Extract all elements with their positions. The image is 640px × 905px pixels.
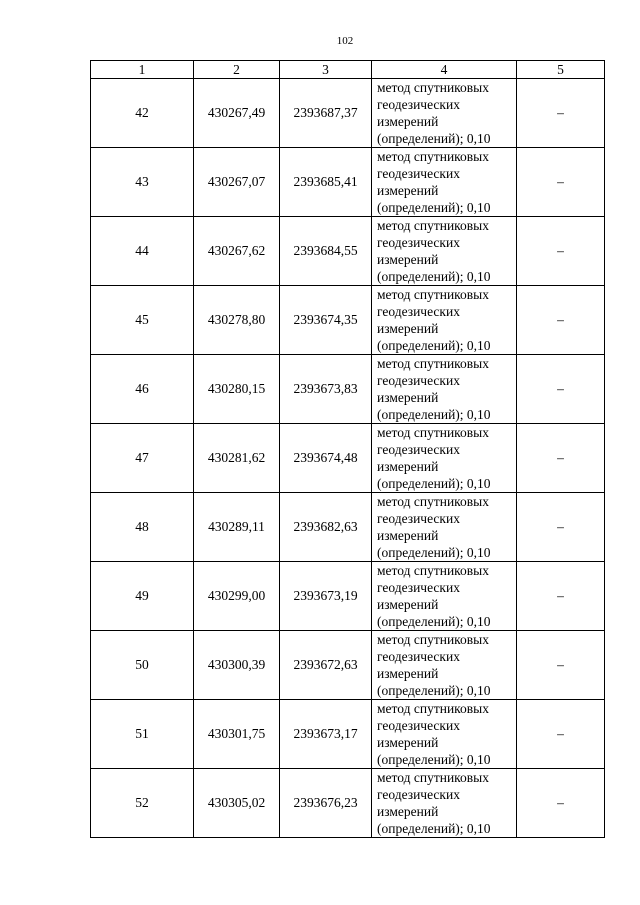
column-5-cell: – [517,493,605,562]
method-line: метод спутниковых [377,632,489,647]
point-number-cell: 49 [91,562,194,631]
x-coordinate-cell: 430267,62 [194,217,280,286]
point-number-cell: 51 [91,700,194,769]
method-line: (определений); 0,10 [377,131,491,146]
y-coordinate-cell: 2393676,23 [280,769,372,838]
method-cell [372,79,517,148]
method-line: (определений); 0,10 [377,338,491,353]
point-number-cell: 44 [91,217,194,286]
method-line: метод спутниковых [377,80,489,95]
method-line: геодезических [377,166,460,181]
table-row [91,493,605,562]
column-5-cell: – [517,79,605,148]
method-line: метод спутниковых [377,563,489,578]
x-coordinate-cell: 430305,02 [194,769,280,838]
x-coordinate-cell: 430299,00 [194,562,280,631]
x-coordinate-cell: 430300,39 [194,631,280,700]
column-header-1: 1 [91,61,194,79]
method-line: измерений [377,114,439,129]
y-coordinate-cell: 2393682,63 [280,493,372,562]
column-5-cell: – [517,424,605,493]
column-header-5: 5 [517,61,605,79]
method-line: измерений [377,735,439,750]
method-line: (определений); 0,10 [377,683,491,698]
method-line: (определений); 0,10 [377,407,491,422]
method-cell [372,286,517,355]
table-header-row [91,61,605,79]
x-coordinate-cell: 430267,07 [194,148,280,217]
method-cell [372,493,517,562]
point-number-cell: 42 [91,79,194,148]
column-5-cell: – [517,562,605,631]
y-coordinate-cell: 2393673,17 [280,700,372,769]
y-coordinate-cell: 2393673,83 [280,355,372,424]
method-line: метод спутниковых [377,494,489,509]
method-line: (определений); 0,10 [377,200,491,215]
method-cell [372,562,517,631]
column-header-3: 3 [280,61,372,79]
table-row [91,700,605,769]
method-line: геодезических [377,718,460,733]
method-line: измерений [377,321,439,336]
table-row [91,424,605,493]
method-cell [372,217,517,286]
point-number-cell: 43 [91,148,194,217]
method-cell [372,355,517,424]
column-5-cell: – [517,286,605,355]
point-number-cell: 46 [91,355,194,424]
table-row [91,217,605,286]
table-row [91,769,605,838]
column-5-cell: – [517,148,605,217]
point-number-cell: 45 [91,286,194,355]
method-line: метод спутниковых [377,218,489,233]
method-line: измерений [377,666,439,681]
method-cell [372,148,517,217]
method-line: геодезических [377,373,460,388]
page-number: 102 [336,35,354,47]
method-line: измерений [377,597,439,612]
x-coordinate-cell: 430289,11 [194,493,280,562]
method-line: метод спутниковых [377,701,489,716]
method-line: измерений [377,390,439,405]
table-row [91,286,605,355]
column-5-cell: – [517,700,605,769]
method-line: геодезических [377,235,460,250]
point-number-cell: 50 [91,631,194,700]
method-line: измерений [377,459,439,474]
x-coordinate-cell: 430280,15 [194,355,280,424]
table-row [91,79,605,148]
point-number-cell: 47 [91,424,194,493]
method-cell [372,424,517,493]
method-line: измерений [377,252,439,267]
x-coordinate-cell: 430267,49 [194,79,280,148]
x-coordinate-cell: 430281,62 [194,424,280,493]
method-line: геодезических [377,580,460,595]
method-line: геодезических [377,442,460,457]
method-line: геодезических [377,511,460,526]
method-line: (определений); 0,10 [377,545,491,560]
y-coordinate-cell: 2393685,41 [280,148,372,217]
y-coordinate-cell: 2393672,63 [280,631,372,700]
method-line: (определений); 0,10 [377,269,491,284]
column-5-cell: – [517,769,605,838]
column-5-cell: – [517,217,605,286]
table-row [91,148,605,217]
point-number-cell: 48 [91,493,194,562]
method-cell [372,769,517,838]
method-line: метод спутниковых [377,287,489,302]
method-cell [372,700,517,769]
method-line: измерений [377,183,439,198]
method-line: геодезических [377,787,460,802]
method-line: метод спутниковых [377,425,489,440]
x-coordinate-cell: 430301,75 [194,700,280,769]
y-coordinate-cell: 2393687,37 [280,79,372,148]
x-coordinate-cell: 430278,80 [194,286,280,355]
y-coordinate-cell: 2393684,55 [280,217,372,286]
method-line: геодезических [377,304,460,319]
column-header-4: 4 [372,61,517,79]
method-line: метод спутниковых [377,770,489,785]
y-coordinate-cell: 2393673,19 [280,562,372,631]
method-line: геодезических [377,97,460,112]
table-row [91,562,605,631]
method-line: (определений); 0,10 [377,821,491,836]
method-line: измерений [377,528,439,543]
method-cell [372,631,517,700]
column-5-cell: – [517,355,605,424]
method-line: измерений [377,804,439,819]
table-row [91,355,605,424]
y-coordinate-cell: 2393674,35 [280,286,372,355]
coordinates-table [90,60,605,838]
method-line: метод спутниковых [377,149,489,164]
y-coordinate-cell: 2393674,48 [280,424,372,493]
method-line: (определений); 0,10 [377,614,491,629]
column-5-cell: – [517,631,605,700]
table-row [91,631,605,700]
point-number-cell: 52 [91,769,194,838]
column-header-2: 2 [194,61,280,79]
method-line: (определений); 0,10 [377,752,491,767]
method-line: (определений); 0,10 [377,476,491,491]
method-line: метод спутниковых [377,356,489,371]
method-line: геодезических [377,649,460,664]
